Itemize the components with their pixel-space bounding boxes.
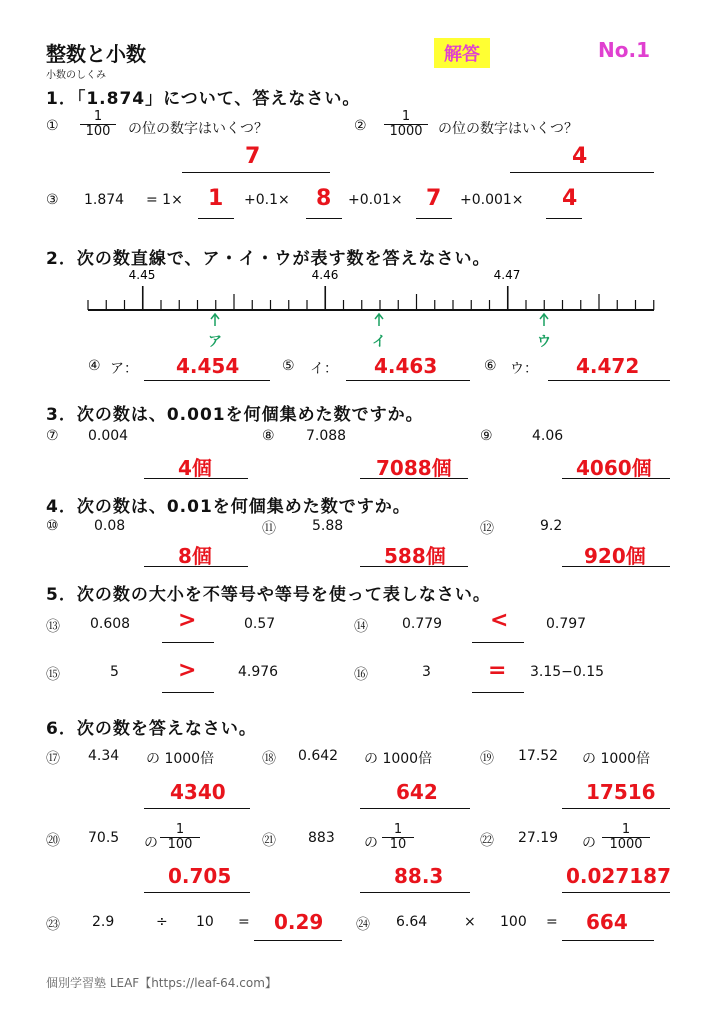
q4-item12-mark: ⑫ <box>480 521 494 537</box>
q4-item11-mark: ⑪ <box>262 521 276 537</box>
q3-item8-answer: 7088個 <box>376 456 452 480</box>
q1-item2-answer: 4 <box>572 144 588 169</box>
q5-item14-mark: ⑭ <box>354 619 368 635</box>
page-title: 整数と小数 <box>46 42 146 66</box>
q1-item2-fraction: 1 1000 <box>384 110 428 139</box>
q1-heading: 1．「1.874」について、答えなさい。 <box>46 89 361 109</box>
q6-item19-mark: ⑲ <box>480 751 494 767</box>
q5-item14-left: 0.779 <box>402 616 443 632</box>
q1-item3-left: 1.874 <box>84 192 125 208</box>
q2-item4-label: ア： <box>110 361 138 377</box>
tick-label-4.46: 4.46 <box>311 268 339 282</box>
q6-item21-fraction: 1 10 <box>382 823 414 852</box>
q6-item23-answer: 0.29 <box>274 910 324 934</box>
q6-item24-eq: = <box>546 914 558 930</box>
q6-item21-value: 883 <box>308 830 335 846</box>
q3-item9-answer: 4060個 <box>576 456 652 480</box>
q4-item10-value: 0.08 <box>94 518 126 534</box>
q5-item15-right: 4.976 <box>238 664 279 680</box>
q1-item1-text: の位の数字はいくつ？ <box>128 121 268 137</box>
q3-item7-mark: ⑦ <box>46 428 59 444</box>
q6-item23-op: ÷ <box>156 914 168 930</box>
q1-item2-mark: ② <box>354 118 367 134</box>
q6-item17-mark: ⑰ <box>46 751 60 767</box>
q6-item22-value: 27.19 <box>518 830 559 846</box>
q6-item20-value: 70.5 <box>88 830 120 846</box>
page-subtitle: 小数のしくみ <box>46 70 106 81</box>
q2-item6-mark: ⑥ <box>484 358 497 374</box>
q1-item3-answer4: 4 <box>562 186 578 211</box>
q2-item5-mark: ⑤ <box>282 358 295 374</box>
q6-item21-op: の <box>364 835 378 851</box>
q6-item20-mark: ⑳ <box>46 833 60 849</box>
q6-item17-op: の 1000倍 <box>146 751 215 767</box>
q6-item18-mark: ⑱ <box>262 751 276 767</box>
q6-item19-answer: 17516 <box>586 780 656 804</box>
q5-item16-right: 3.15−0.15 <box>530 664 605 680</box>
arrow-label-i: イ <box>372 334 386 350</box>
answer-tag: 解答 <box>434 38 490 68</box>
q3-item7-value: 0.004 <box>88 428 129 444</box>
q6-item24-a: 6.64 <box>396 914 428 930</box>
q6-item23-b: 10 <box>196 914 214 930</box>
q5-item16-mark: ⑯ <box>354 667 368 683</box>
q5-heading: 5．次の数の大小を不等号や等号を使って表しなさい。 <box>46 585 491 605</box>
q6-item24-b: 100 <box>500 914 527 930</box>
q3-item8-value: 7.088 <box>306 428 347 444</box>
q1-item3-part2: +0.01× <box>348 192 403 208</box>
arrow-label-u: ウ <box>537 334 551 350</box>
q4-heading: 4．次の数は、0.01を何個集めた数ですか。 <box>46 497 411 517</box>
q6-item17-answer: 4340 <box>170 780 226 804</box>
q6-item18-value: 0.642 <box>298 748 339 764</box>
q1-item3-part1: +0.1× <box>244 192 290 208</box>
q5-item16-answer: = <box>488 658 507 683</box>
q2-item6-answer: 4.472 <box>576 354 640 378</box>
arrow-u <box>540 314 548 326</box>
q6-item19-op: の 1000倍 <box>582 751 651 767</box>
footer: 個別学習塾 LEAF【https://leaf-64.com】 <box>46 976 277 990</box>
q6-heading: 6．次の数を答えなさい。 <box>46 719 257 739</box>
q2-item4-mark: ④ <box>88 358 101 374</box>
q5-item15-left: 5 <box>110 664 119 680</box>
q1-item3-answer3: 7 <box>426 186 442 211</box>
q6-item22-fraction: 1 1000 <box>602 823 650 852</box>
q2-item5-label: イ： <box>310 361 338 377</box>
q1-item1-mark: ① <box>46 118 59 134</box>
q3-item9-mark: ⑨ <box>480 428 493 444</box>
arrow-a <box>211 314 219 326</box>
q6-item19-value: 17.52 <box>518 748 559 764</box>
q6-item20-answer: 0.705 <box>168 864 232 888</box>
q1-item3-mark: ③ <box>46 192 59 208</box>
q1-item3-answer2: 8 <box>316 186 332 211</box>
q6-item22-op: の <box>582 835 596 851</box>
q1-item3-answer1: 1 <box>208 186 224 211</box>
q6-item22-mark: ㉒ <box>480 833 494 849</box>
q3-heading: 3．次の数は、0.001を何個集めた数ですか。 <box>46 405 424 425</box>
q5-item13-left: 0.608 <box>90 616 131 632</box>
q6-item18-op: の 1000倍 <box>364 751 433 767</box>
q5-item16-left: 3 <box>422 664 431 680</box>
q5-item13-mark: ⑬ <box>46 619 60 635</box>
q1-item3-part3: +0.001× <box>460 192 524 208</box>
q6-item20-op: の <box>144 835 158 851</box>
arrow-label-a: ア <box>208 334 222 350</box>
q6-item24-mark: ㉔ <box>356 917 370 933</box>
q4-item11-answer: 588個 <box>384 544 446 568</box>
q6-item17-value: 4.34 <box>88 748 120 764</box>
q2-heading: 2．次の数直線で、ア・イ・ウが表す数を答えなさい。 <box>46 249 491 269</box>
q6-item23-a: 2.9 <box>92 914 115 930</box>
q3-item9-value: 4.06 <box>532 428 564 444</box>
q5-item15-answer: > <box>178 658 197 683</box>
q1-item2-text: の位の数字はいくつ？ <box>438 121 578 137</box>
q5-item14-answer: < <box>490 608 509 633</box>
q6-item24-answer: 664 <box>586 910 628 934</box>
q4-item11-value: 5.88 <box>312 518 344 534</box>
q6-item23-mark: ㉓ <box>46 917 60 933</box>
q5-item13-right: 0.57 <box>244 616 276 632</box>
q3-item7-answer: 4個 <box>178 456 212 480</box>
q3-item8-mark: ⑧ <box>262 428 275 444</box>
q2-item4-answer: 4.454 <box>176 354 240 378</box>
q4-item10-answer: 8個 <box>178 544 212 568</box>
q1-item1-answer: 7 <box>245 144 261 169</box>
q6-item20-fraction: 1 100 <box>160 823 200 852</box>
tick-label-4.45: 4.45 <box>128 268 156 282</box>
q5-item14-right: 0.797 <box>546 616 587 632</box>
q5-item15-mark: ⑮ <box>46 667 60 683</box>
arrow-i <box>375 314 383 326</box>
number-line <box>80 268 670 354</box>
q4-item10-mark: ⑩ <box>46 518 59 534</box>
q2-item5-answer: 4.463 <box>374 354 438 378</box>
q5-item13-answer: > <box>178 608 197 633</box>
q6-item18-answer: 642 <box>396 780 438 804</box>
q6-item21-answer: 88.3 <box>394 864 444 888</box>
q1-item3-eq: = 1× <box>146 192 183 208</box>
q4-item12-value: 9.2 <box>540 518 563 534</box>
q1-item1-fraction: 1 100 <box>80 110 116 139</box>
q6-item21-mark: ㉑ <box>262 833 276 849</box>
q6-item23-eq: = <box>238 914 250 930</box>
tick-label-4.47: 4.47 <box>493 268 521 282</box>
q6-item24-op: × <box>464 914 476 930</box>
q4-item12-answer: 920個 <box>584 544 646 568</box>
sheet-number: No.1 <box>598 38 650 62</box>
q6-item22-answer: 0.027187 <box>566 864 672 888</box>
q2-item6-label: ウ： <box>510 361 538 377</box>
